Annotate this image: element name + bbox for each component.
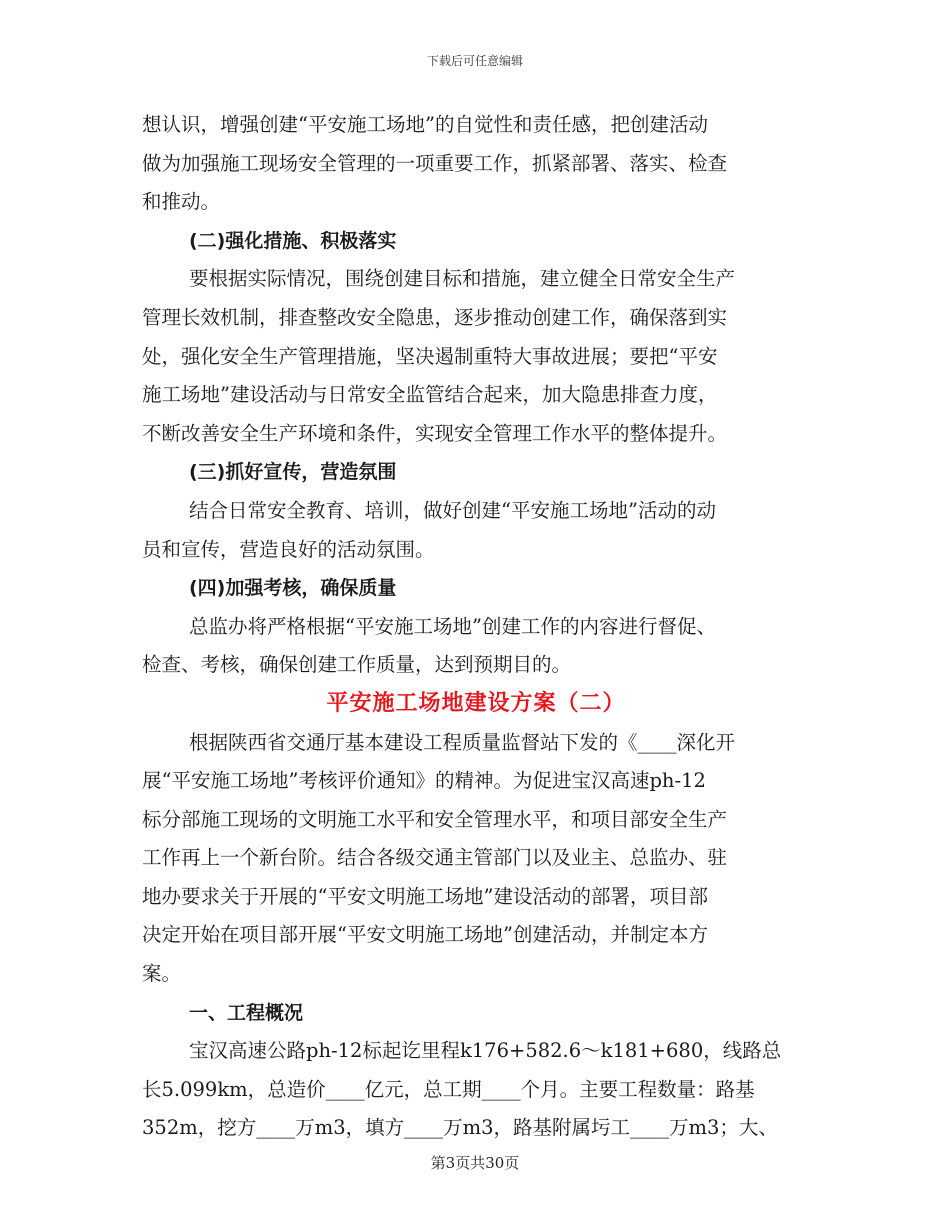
body-line: 结合日常安全教育、培训，做好创建“平安施工场地”活动的动 xyxy=(189,498,716,522)
body-line: 根据陕西省交通厅基本建设工程质量监督站下发的《____深化开 xyxy=(189,730,736,754)
document-title: 平安施工场地建设方案（二） xyxy=(326,690,626,716)
body-line: 施工场地”建设活动与日常安全监管结合起来，加大隐患排查力度， xyxy=(142,383,718,407)
body-line: 展“平安施工场地”考核评价通知》的精神。为促进宝汉高速ph-12 xyxy=(142,769,706,793)
body-line: 工作再上一个新台阶。结合各级交通主管部门以及业主、总监办、驻 xyxy=(142,846,728,870)
page-number: 第3页共30页 xyxy=(430,1154,520,1172)
body-line: 地办要求关于开展的“平安文明施工场地”建设活动的部署，项目部 xyxy=(142,884,708,908)
body-line: 宝汉高速公路ph-12标起讫里程k176+582.6～k181+680，线路总 xyxy=(189,1039,782,1063)
section-heading: (三)抓好宣传，营造氛围 xyxy=(189,461,397,484)
body-line: 352m，挖方____万m3，填方____万m3，路基附属圬工____万m3；大、 xyxy=(142,1116,778,1140)
document-body xyxy=(142,106,810,1148)
body-line: 长5.099km，总造价____亿元，总工期____个月。主要工程数量：路基 xyxy=(142,1077,755,1101)
body-line: 决定开始在项目部开展“平安文明施工场地”创建活动，并制定本方 xyxy=(142,923,708,947)
body-line: 总监办将严格根据“平安施工场地”创建工作的内容进行督促、 xyxy=(189,614,716,638)
body-line: 处，强化安全生产管理措施，坚决遏制重特大事故进展；要把“平安 xyxy=(142,344,718,368)
body-line: 想认识，增强创建“平安施工场地”的自觉性和责任感，把创建活动 xyxy=(142,113,708,136)
section-heading: 一、工程概况 xyxy=(189,1001,304,1024)
body-line: 和推动。 xyxy=(142,190,221,214)
body-line: 要根据实际情况，围绕创建目标和措施，建立健全日常安全生产 xyxy=(189,267,736,291)
body-line: 标分部施工现场的文明施工水平和安全管理水平，和项目部安全生产 xyxy=(142,807,728,831)
header-note: 下载后可任意编辑 xyxy=(426,54,523,68)
body-line: 员和宣传，营造良好的活动氛围。 xyxy=(142,537,435,561)
body-line: 检查、考核，确保创建工作质量，达到预期目的。 xyxy=(142,653,572,677)
body-line: 案。 xyxy=(142,962,182,986)
body-line: 管理长效机制，排查整改安全隐患，逐步推动创建工作，确保落到实 xyxy=(142,305,728,329)
section-heading: (四)加强考核，确保质量 xyxy=(189,577,397,600)
body-line: 做为加强施工现场安全管理的一项重要工作，抓紧部署、落实、检查 xyxy=(142,151,728,175)
section-heading: (二)强化措施、积极落实 xyxy=(189,229,397,252)
body-line: 不断改善安全生产环境和条件，实现安全管理工作水平的整体提升。 xyxy=(142,421,728,445)
